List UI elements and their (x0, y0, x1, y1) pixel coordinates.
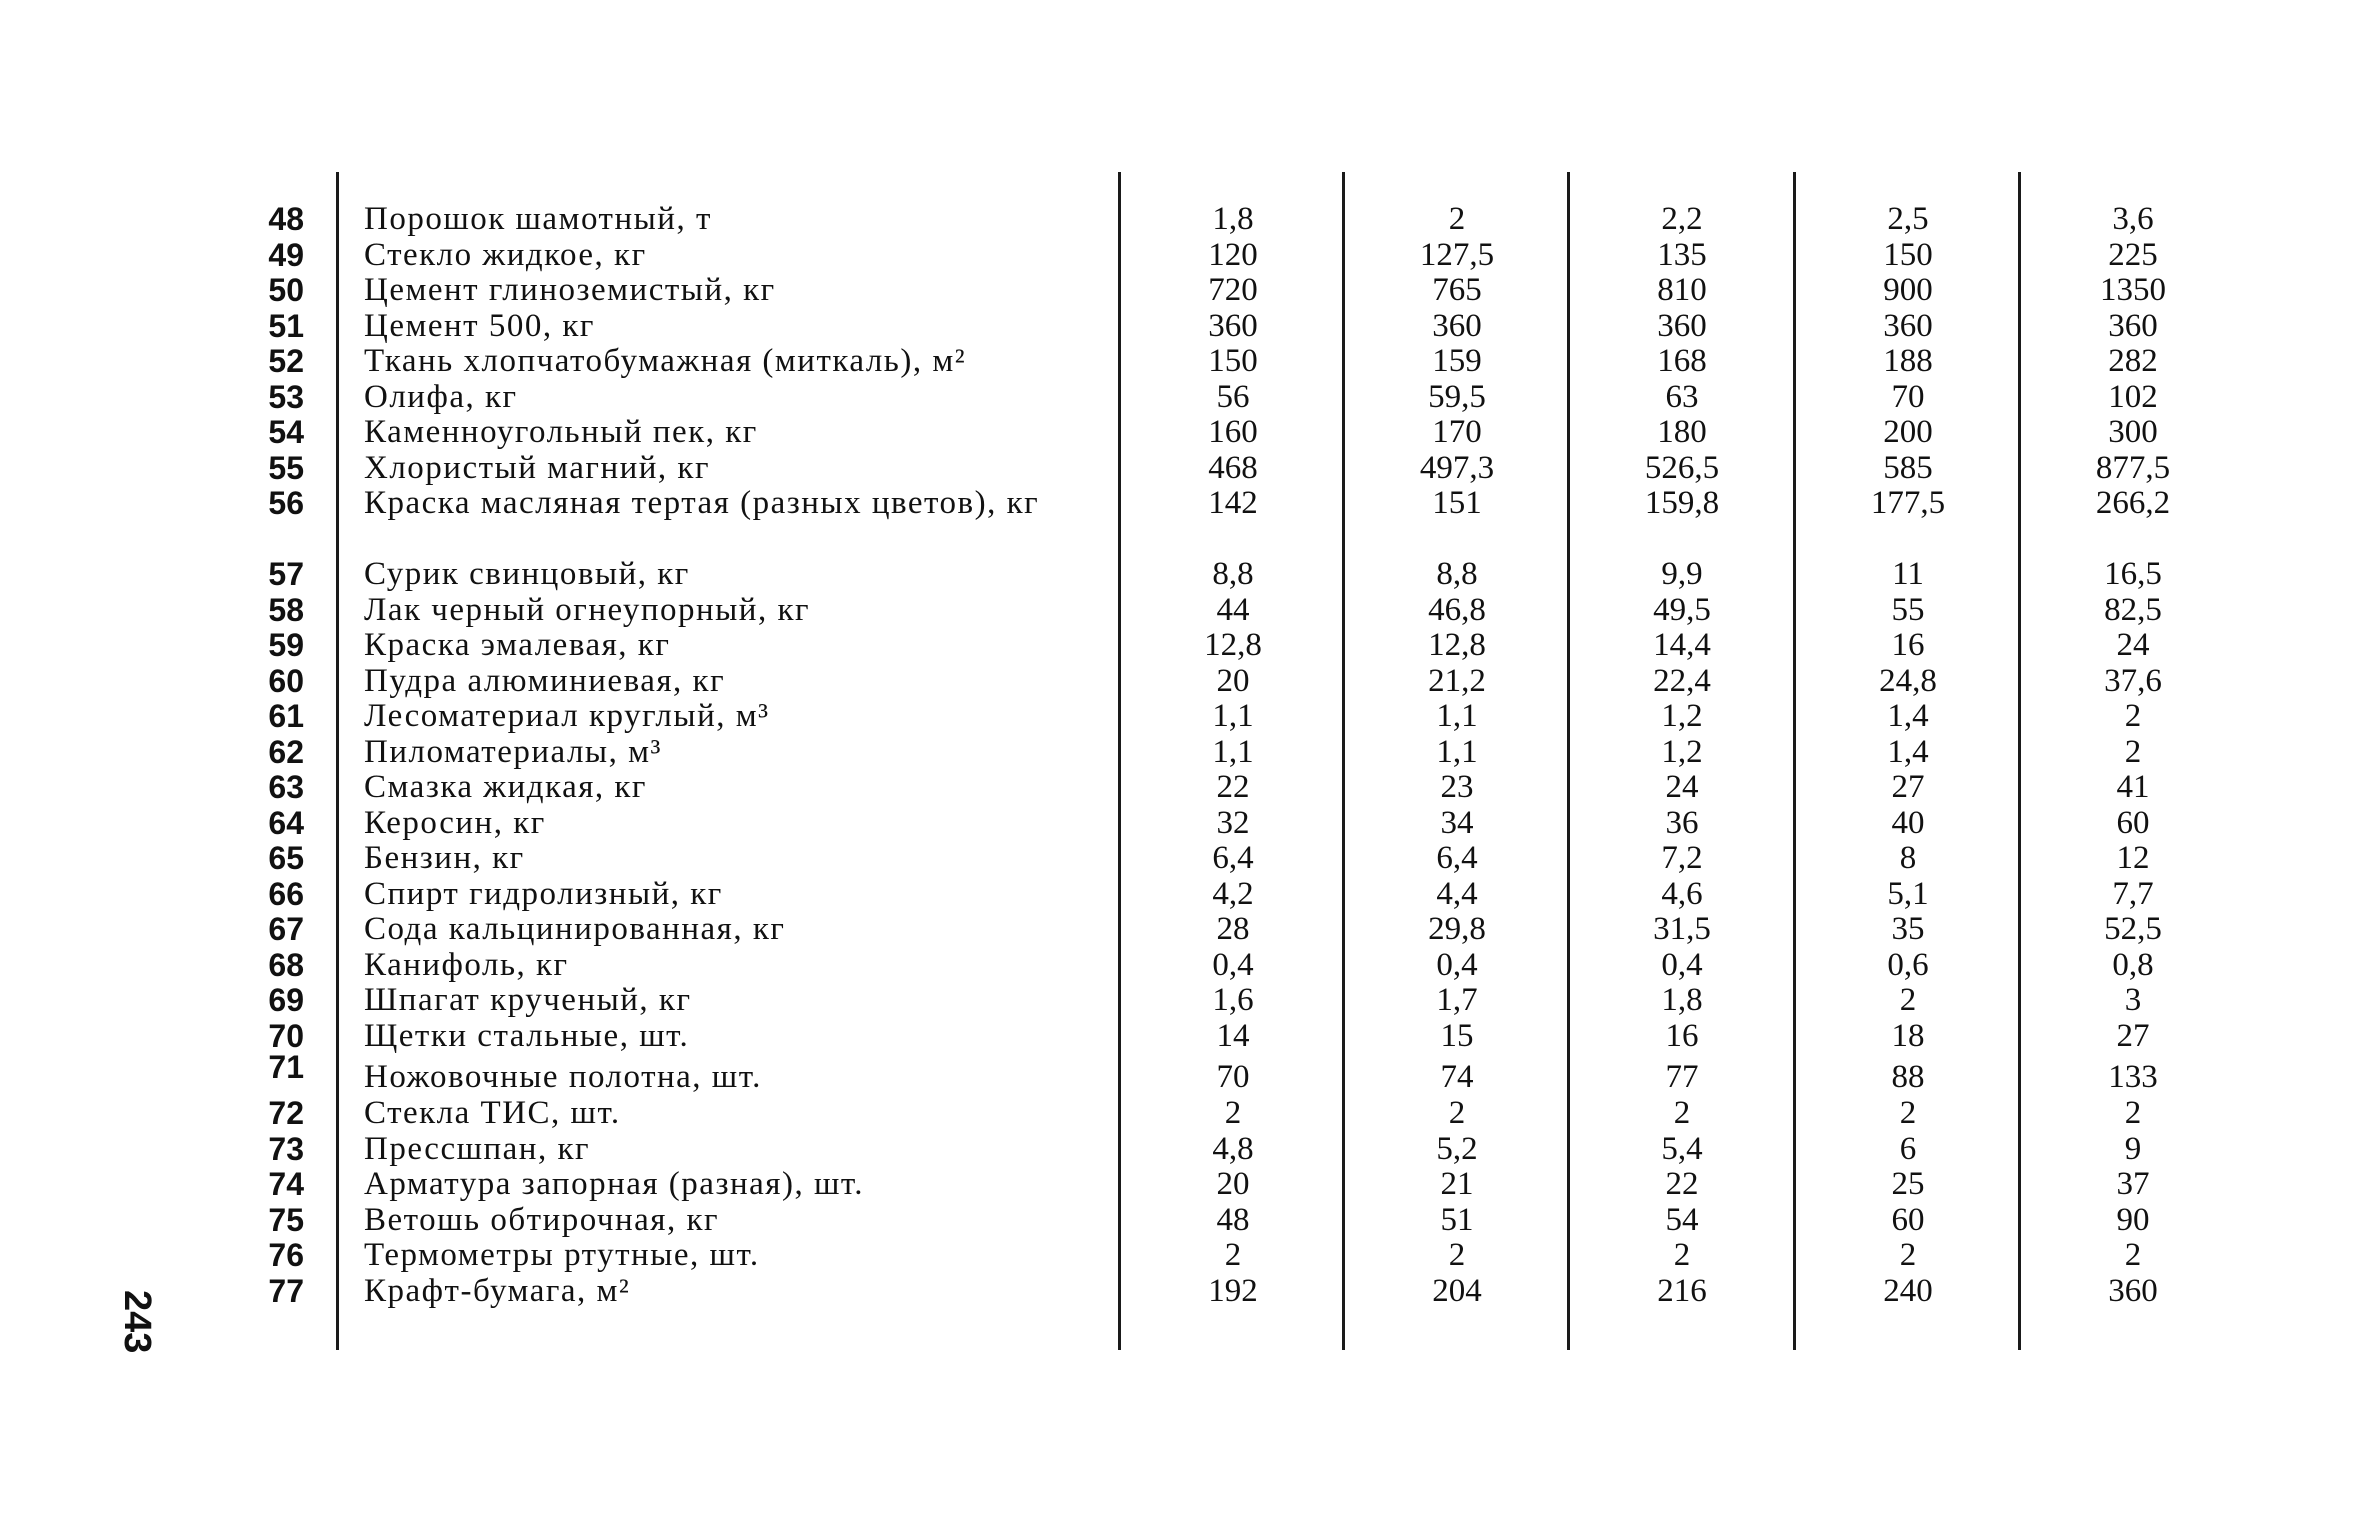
row-number: 70 (268, 1017, 304, 1054)
value-cell-col5: 3 (2124, 982, 2142, 1018)
value-cell-col1: 70 (1216, 1059, 1250, 1095)
value-cell-col5: 225 (2108, 236, 2158, 273)
value-cell-col1: 4,2 (1212, 875, 1254, 912)
value-cell-col1: 2 (1224, 1095, 1242, 1131)
value-cell-col5: 52,5 (2104, 911, 2162, 947)
row-number: 72 (268, 1095, 304, 1131)
material-name: Краска масляная тертая (разных цветов), кг (364, 485, 1040, 521)
value-cell-col1: 0,4 (1212, 946, 1254, 983)
value-cell-col4: 11 (1892, 556, 1924, 592)
value-cell-col5: 2 (2124, 733, 2142, 770)
table-row (0, 806, 2362, 842)
value-cell-col2: 0,4 (1436, 946, 1478, 983)
value-cell-col4: 2 (1899, 982, 1917, 1018)
value-cell-col2: 765 (1432, 272, 1482, 308)
row-number: 52 (268, 343, 304, 379)
value-cell-col1: 8,8 (1212, 556, 1254, 592)
value-cell-col3: 63 (1665, 378, 1699, 415)
table-row (0, 238, 2362, 274)
value-cell-col4: 900 (1883, 272, 1933, 308)
value-cell-col5: 3,6 (2112, 201, 2154, 237)
material-name: Смазка жидкая, кг (364, 769, 647, 805)
material-name: Сурик свинцовый, кг (364, 556, 690, 592)
value-cell-col5: 360 (2108, 307, 2158, 344)
value-cell-col3: 810 (1657, 272, 1707, 308)
value-cell-col3: 5,4 (1661, 1130, 1703, 1167)
value-cell-col5: 877,5 (2095, 449, 2171, 486)
material-name: Краска эмалевая, кг (364, 627, 671, 663)
row-number: 54 (268, 414, 304, 450)
value-cell-col1: 160 (1208, 414, 1258, 450)
value-cell-col4: 27 (1891, 769, 1925, 805)
table-row (0, 948, 2362, 984)
material-name: Ветошь обтирочная, кг (364, 1201, 720, 1238)
value-cell-col3: 77 (1665, 1059, 1699, 1095)
value-cell-col2: 2 (1448, 1095, 1466, 1131)
table-row (0, 1238, 2362, 1274)
value-cell-col1: 1,1 (1212, 698, 1254, 734)
table-row (0, 699, 2362, 735)
row-number: 57 (268, 556, 304, 592)
value-cell-col1: 4,8 (1212, 1130, 1254, 1167)
row-number: 75 (268, 1201, 304, 1238)
value-cell-col5: 82,5 (2104, 591, 2162, 628)
value-cell-col3: 135 (1657, 236, 1707, 273)
material-name: Арматура запорная (разная), шт. (364, 1166, 865, 1202)
value-cell-col4: 200 (1883, 414, 1933, 450)
value-cell-col5: 1350 (2100, 272, 2166, 308)
value-cell-col5: 2 (2124, 1095, 2142, 1131)
value-cell-col1: 142 (1208, 485, 1258, 521)
value-cell-col1: 1,1 (1212, 733, 1254, 770)
row-number: 64 (268, 804, 304, 841)
value-cell-col5: 37 (2116, 1166, 2150, 1202)
value-cell-col2: 21,2 (1428, 662, 1486, 699)
table-row (0, 415, 2362, 451)
value-cell-col4: 60 (1891, 1201, 1925, 1238)
value-cell-col2: 151 (1432, 485, 1482, 521)
table-row (0, 1132, 2362, 1168)
value-cell-col2: 46,8 (1428, 591, 1486, 628)
value-cell-col5: 2 (2124, 698, 2142, 734)
value-cell-col2: 497,3 (1419, 449, 1495, 486)
value-cell-col3: 49,5 (1653, 591, 1711, 628)
table-row (0, 912, 2362, 948)
table-row (0, 486, 2362, 557)
table-row (0, 344, 2362, 380)
value-cell-col4: 1,4 (1887, 698, 1929, 734)
row-number: 67 (268, 911, 304, 947)
value-cell-col2: 29,8 (1428, 911, 1486, 947)
table-row (0, 735, 2362, 771)
value-cell-col5: 0,8 (2112, 946, 2154, 983)
value-cell-col5: 266,2 (2095, 485, 2171, 521)
table-row (0, 770, 2362, 806)
value-cell-col3: 24 (1665, 769, 1699, 805)
table-row (0, 1049, 2362, 1096)
value-cell-col2: 159 (1432, 343, 1482, 379)
value-cell-col4: 8 (1899, 840, 1917, 876)
value-cell-col2: 15 (1440, 1017, 1474, 1054)
value-cell-col4: 2 (1899, 1095, 1917, 1131)
material-name: Спирт гидролизный, кг (364, 875, 723, 912)
material-name: Хлористый магний, кг (364, 449, 710, 486)
row-number: 76 (268, 1237, 304, 1273)
value-cell-col5: 102 (2108, 378, 2158, 415)
table-row (0, 309, 2362, 345)
table-row (0, 1203, 2362, 1239)
value-cell-col5: 282 (2108, 343, 2158, 379)
value-cell-col2: 74 (1440, 1059, 1474, 1095)
row-number: 63 (268, 769, 304, 805)
value-cell-col2: 21 (1440, 1166, 1474, 1202)
value-cell-col4: 585 (1883, 449, 1933, 486)
table-row (0, 1274, 2362, 1310)
value-cell-col3: 216 (1657, 1272, 1707, 1309)
value-cell-col2: 1,1 (1436, 733, 1478, 770)
value-cell-col3: 526,5 (1644, 449, 1720, 486)
value-cell-col5: 12 (2116, 840, 2150, 876)
row-number: 77 (268, 1272, 304, 1309)
material-name: Канифоль, кг (364, 946, 569, 983)
value-cell-col4: 35 (1891, 911, 1925, 947)
value-cell-col1: 1,6 (1212, 982, 1254, 1018)
value-cell-col4: 2 (1899, 1237, 1917, 1273)
material-name: Лак черный огнеупорный, кг (364, 591, 811, 628)
value-cell-col4: 40 (1891, 804, 1925, 841)
value-cell-col3: 36 (1665, 804, 1699, 841)
value-cell-col4: 6 (1899, 1130, 1917, 1167)
table-row (0, 1096, 2362, 1132)
value-cell-col3: 2,2 (1661, 201, 1703, 237)
value-cell-col2: 2 (1448, 201, 1466, 237)
value-cell-col5: 24 (2116, 627, 2150, 663)
value-cell-col2: 1,1 (1436, 698, 1478, 734)
value-cell-col3: 9,9 (1661, 556, 1703, 592)
materials-table (0, 202, 2362, 1309)
material-name: Каменноугольный пек, кг (364, 414, 758, 450)
value-cell-col1: 6,4 (1212, 840, 1254, 876)
value-cell-col2: 5,2 (1436, 1130, 1478, 1167)
value-cell-col1: 1,8 (1212, 201, 1254, 237)
material-name: Бензин, кг (364, 840, 525, 876)
value-cell-col4: 18 (1891, 1017, 1925, 1054)
value-cell-col2: 8,8 (1436, 556, 1478, 592)
value-cell-col2: 51 (1440, 1201, 1474, 1238)
value-cell-col2: 127,5 (1419, 236, 1495, 273)
value-cell-col5: 133 (2108, 1059, 2158, 1095)
value-cell-col4: 55 (1891, 591, 1925, 628)
value-cell-col1: 2 (1224, 1237, 1242, 1273)
table-row (0, 557, 2362, 593)
table-row (0, 983, 2362, 1019)
value-cell-col3: 2 (1673, 1237, 1691, 1273)
value-cell-col2: 360 (1432, 307, 1482, 344)
value-cell-col1: 28 (1216, 911, 1250, 947)
row-number: 53 (268, 378, 304, 415)
value-cell-col3: 1,2 (1661, 733, 1703, 770)
material-name: Термометры ртутные, шт. (364, 1237, 760, 1273)
row-number: 61 (268, 698, 304, 734)
table-row (0, 664, 2362, 700)
material-name: Цемент 500, кг (364, 307, 595, 344)
row-number: 62 (268, 733, 304, 770)
value-cell-col5: 7,7 (2112, 875, 2154, 912)
row-number: 66 (268, 875, 304, 912)
row-number: 48 (268, 201, 304, 237)
value-cell-col4: 88 (1891, 1059, 1925, 1095)
value-cell-col1: 56 (1216, 378, 1250, 415)
value-cell-col4: 1,4 (1887, 733, 1929, 770)
value-cell-col2: 12,8 (1428, 627, 1486, 663)
material-name: Лесоматериал круглый, м³ (364, 698, 770, 734)
material-name: Ножовочные полотна, шт. (364, 1059, 762, 1095)
table-row (0, 380, 2362, 416)
page-number: 243 (116, 1290, 158, 1354)
value-cell-col3: 54 (1665, 1201, 1699, 1238)
value-cell-col5: 360 (2108, 1272, 2158, 1309)
material-name: Стекла ТИС, шт. (364, 1095, 621, 1131)
material-name: Пиломатериалы, м³ (364, 733, 662, 770)
value-cell-col4: 150 (1883, 236, 1933, 273)
value-cell-col3: 14,4 (1653, 627, 1711, 663)
value-cell-col3: 4,6 (1661, 875, 1703, 912)
row-number: 51 (268, 307, 304, 344)
value-cell-col1: 32 (1216, 804, 1250, 841)
value-cell-col3: 16 (1665, 1017, 1699, 1054)
row-number: 65 (268, 840, 304, 876)
value-cell-col5: 27 (2116, 1017, 2150, 1054)
table-row (0, 273, 2362, 309)
value-cell-col1: 192 (1208, 1272, 1258, 1309)
value-cell-col3: 22 (1665, 1166, 1699, 1202)
value-cell-col4: 25 (1891, 1166, 1925, 1202)
row-number: 56 (268, 485, 304, 521)
value-cell-col4: 5,1 (1887, 875, 1929, 912)
value-cell-col4: 177,5 (1870, 485, 1946, 521)
value-cell-col1: 44 (1216, 591, 1250, 628)
value-cell-col3: 22,4 (1653, 662, 1711, 699)
table-row (0, 593, 2362, 629)
value-cell-col4: 360 (1883, 307, 1933, 344)
row-number: 58 (268, 591, 304, 628)
value-cell-col2: 34 (1440, 804, 1474, 841)
value-cell-col5: 37,6 (2104, 662, 2162, 699)
value-cell-col3: 180 (1657, 414, 1707, 450)
value-cell-col1: 14 (1216, 1017, 1250, 1054)
material-name: Сода кальцинированная, кг (364, 911, 786, 947)
value-cell-col3: 1,8 (1661, 982, 1703, 1018)
value-cell-col3: 7,2 (1661, 840, 1703, 876)
value-cell-col1: 120 (1208, 236, 1258, 273)
row-number: 60 (268, 662, 304, 699)
table-row (0, 202, 2362, 238)
row-number: 55 (268, 449, 304, 486)
value-cell-col3: 360 (1657, 307, 1707, 344)
row-number: 69 (268, 982, 304, 1018)
value-cell-col3: 168 (1657, 343, 1707, 379)
value-cell-col2: 170 (1432, 414, 1482, 450)
material-name: Олифа, кг (364, 378, 518, 415)
material-name: Ткань хлопчатобумажная (миткаль), м² (364, 343, 967, 379)
material-name: Крафт-бумага, м² (364, 1272, 631, 1309)
value-cell-col2: 2 (1448, 1237, 1466, 1273)
value-cell-col3: 2 (1673, 1095, 1691, 1131)
material-name: Цемент глиноземистый, кг (364, 272, 776, 308)
material-name: Шпагат крученый, кг (364, 982, 692, 1018)
value-cell-col3: 1,2 (1661, 698, 1703, 734)
table-row (0, 841, 2362, 877)
value-cell-col1: 20 (1216, 662, 1250, 699)
value-cell-col5: 90 (2116, 1201, 2150, 1238)
value-cell-col1: 48 (1216, 1201, 1250, 1238)
value-cell-col2: 59,5 (1428, 378, 1486, 415)
value-cell-col4: 24,8 (1879, 662, 1937, 699)
value-cell-col2: 4,4 (1436, 875, 1478, 912)
value-cell-col1: 12,8 (1204, 627, 1262, 663)
value-cell-col5: 9 (2124, 1130, 2142, 1167)
row-number: 59 (268, 627, 304, 663)
value-cell-col2: 204 (1432, 1272, 1482, 1309)
value-cell-col5: 2 (2124, 1237, 2142, 1273)
material-name: Порошок шамотный, т (364, 201, 712, 237)
material-name: Пудра алюминиевая, кг (364, 662, 726, 699)
table-row (0, 451, 2362, 487)
table-row (0, 628, 2362, 664)
row-number: 50 (268, 272, 304, 308)
value-cell-col4: 16 (1891, 627, 1925, 663)
material-name: Щетки стальные, шт. (364, 1017, 690, 1054)
value-cell-col1: 360 (1208, 307, 1258, 344)
value-cell-col5: 16,5 (2104, 556, 2162, 592)
value-cell-col4: 188 (1883, 343, 1933, 379)
value-cell-col1: 150 (1208, 343, 1258, 379)
value-cell-col3: 159,8 (1644, 485, 1720, 521)
value-cell-col2: 1,7 (1436, 982, 1478, 1018)
value-cell-col1: 720 (1208, 272, 1258, 308)
value-cell-col1: 468 (1208, 449, 1258, 486)
value-cell-col1: 22 (1216, 769, 1250, 805)
value-cell-col3: 0,4 (1661, 946, 1703, 983)
value-cell-col4: 240 (1883, 1272, 1933, 1309)
row-number: 74 (268, 1166, 304, 1202)
value-cell-col2: 23 (1440, 769, 1474, 805)
row-number: 71 (268, 1049, 304, 1085)
value-cell-col3: 31,5 (1653, 911, 1711, 947)
material-name: Керосин, кг (364, 804, 546, 841)
value-cell-col5: 60 (2116, 804, 2150, 841)
value-cell-col4: 0,6 (1887, 946, 1929, 983)
table-row (0, 1167, 2362, 1203)
row-number: 49 (268, 236, 304, 273)
table-row (0, 1019, 2362, 1055)
row-number: 73 (268, 1130, 304, 1167)
material-name: Прессшпан, кг (364, 1130, 591, 1167)
value-cell-col5: 41 (2116, 769, 2150, 805)
table-row (0, 877, 2362, 913)
row-number: 68 (268, 946, 304, 983)
value-cell-col4: 70 (1891, 378, 1925, 415)
value-cell-col1: 20 (1216, 1166, 1250, 1202)
value-cell-col2: 6,4 (1436, 840, 1478, 876)
material-name: Стекло жидкое, кг (364, 236, 647, 273)
value-cell-col5: 300 (2108, 414, 2158, 450)
value-cell-col4: 2,5 (1887, 201, 1929, 237)
